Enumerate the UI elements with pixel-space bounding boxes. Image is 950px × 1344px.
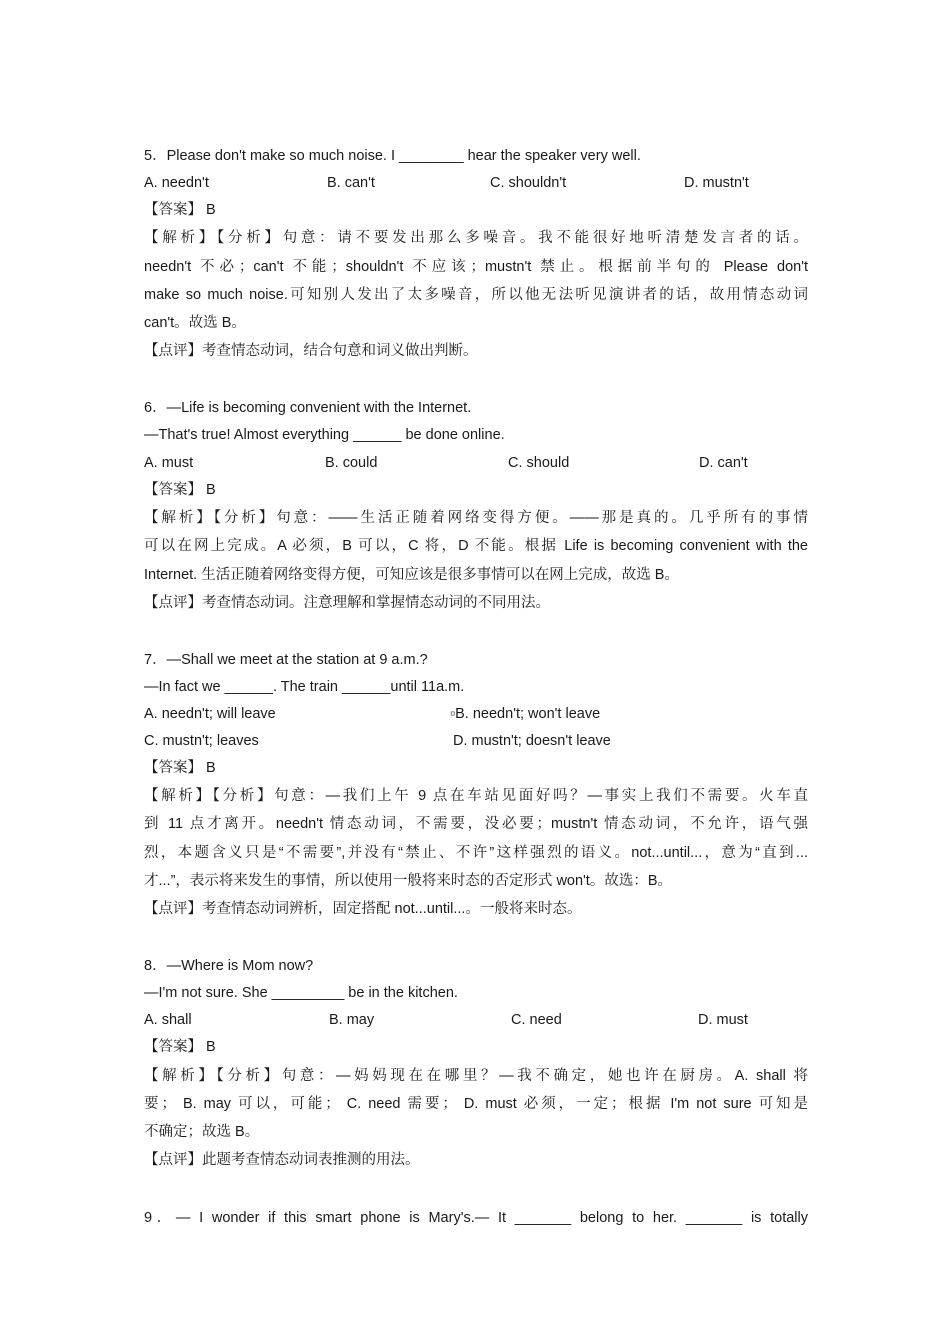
question-8-analysis-line: 要； B. may 可以，可能； C. need 需要； D. must 必须，一定；根据 I'm not sure 可知是 — [144, 1096, 808, 1112]
question-7-analysis-line: 才...”，表示将来发生的事情，所以使用一般将来时态的否定形式 won't。故选：B。 — [144, 873, 673, 889]
question-6-stem: 6．—Life is becoming convenient with the Internet. — [144, 400, 472, 416]
question-7-analysis-line: 到 11 点才离开。needn't 情态动词，不需要，没必要；mustn't 情态动词，不允许，语气强 — [144, 816, 808, 832]
option-d: D. can't — [699, 455, 748, 471]
question-6-analysis-line: 【解析】【分析】句意：——生活正随着网络变得方便。——那是真的。几乎所有的事情 — [144, 510, 808, 526]
question-7-analysis-line: 【解析】【分析】句意：—我们上午 9 点在车站见面好吗？—事实上我们不需要。火车直 — [144, 788, 808, 804]
option-c: C. need — [511, 1012, 562, 1028]
option-b: B. may — [329, 1012, 375, 1028]
option-b: B. could — [325, 455, 378, 471]
question-8-stem: —I'm not sure. She _________ be in the kitchen. — [144, 985, 458, 1001]
question-6-comment: 【点评】考查情态动词。注意理解和掌握情态动词的不同用法。 — [144, 595, 550, 611]
question-7-stem: —In fact we ______. The train ______until 11a.m. — [144, 679, 465, 695]
question-5-comment: 【点评】考查情态动词，结合句意和词义做出判断。 — [144, 343, 478, 359]
option-d: D. mustn't; doesn't leave — [453, 733, 611, 749]
question-5-analysis-line: make so much noise.可知别人发出了太多噪音，所以他无法听见演讲者的话，故用情态动词 — [144, 287, 808, 303]
question-5-analysis-line: needn't 不必；can't 不能；shouldn't 不应该；mustn't 禁止。根据前半句的 Please don't — [144, 259, 808, 275]
question-8-analysis-line: 不确定；故选 B。 — [144, 1124, 260, 1140]
question-5-analysis-line: 【解析】【分析】句意：请不要发出那么多噪音。我不能很好地听清楚发言者的话。 — [144, 230, 808, 246]
option-c: C. should — [508, 455, 570, 471]
option-c: C. shouldn't — [490, 175, 567, 191]
option-b: ▫B. needn't; won't leave — [450, 706, 601, 722]
option-c: C. mustn't; leaves — [144, 733, 259, 749]
option-a: A. must — [144, 455, 194, 471]
option-a: A. needn't; will leave — [144, 706, 276, 722]
question-7-stem: 7．—Shall we meet at the station at 9 a.m.? — [144, 652, 428, 668]
question-6-answer: 【答案】 B — [144, 482, 216, 498]
option-a: A. shall — [144, 1012, 192, 1028]
question-8-comment: 【点评】此题考查情态动词表推测的用法。 — [144, 1152, 420, 1168]
option-a: A. needn't — [144, 175, 209, 191]
question-6-analysis-line: Internet. 生活正随着网络变得方便，可知应该是很多事情可以在网上完成，故选 B。 — [144, 567, 679, 583]
option-d: D. mustn't — [684, 175, 749, 191]
option-d: D. must — [698, 1012, 748, 1028]
question-7-comment: 【点评】考查情态动词辨析，固定搭配 not...until...。一般将来时态。 — [144, 901, 582, 917]
question-5-stem: 5．Please don't make so much noise. I ________ hear the speaker very well. — [144, 148, 641, 164]
question-7-answer: 【答案】 B — [144, 760, 216, 776]
question-7-analysis-line: 烈，本题含义只是“不需要”,并没有“禁止、不许”这样强烈的语义。not...until...，意为“直到... — [144, 845, 808, 861]
question-9-stem: 9．— I wonder if this smart phone is Mary's.— It _______ belong to her. _______ is totally — [144, 1210, 808, 1226]
question-8-stem: 8．—Where is Mom now? — [144, 958, 314, 974]
option-b: B. can't — [327, 175, 375, 191]
question-8-analysis-line: 【解析】【分析】句意：—妈妈现在在哪里？—我不确定，她也许在厨房。A. shall 将 — [144, 1068, 808, 1084]
question-5-analysis-line: can't。故选 B。 — [144, 315, 246, 331]
question-8-answer: 【答案】 B — [144, 1039, 216, 1055]
question-6-stem: —That's true! Almost everything ______ be done online. — [144, 427, 505, 443]
question-6-analysis-line: 可以在网上完成。A 必须，B 可以，C 将，D 不能。根据 Life is becoming convenient with the — [144, 538, 808, 554]
question-5-answer: 【答案】 B — [144, 202, 216, 218]
